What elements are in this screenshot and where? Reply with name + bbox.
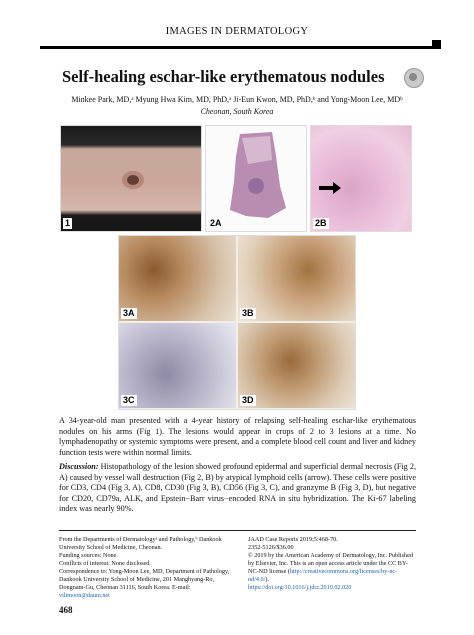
- article-title: Self-healing eschar-like erythematous nodules: [62, 67, 385, 86]
- figure-3d: [238, 323, 355, 408]
- panel-label-3d: 3D: [242, 395, 254, 405]
- discussion-paragraph: [59, 462, 416, 515]
- footer-left: [59, 536, 239, 600]
- author-list: Minkee Park, MD,ᵃ Myung Hwa Kim, MD, PhD,ᵃ Ji-Eun Kwon, MD, PhD,ᵇ and Yong-Moon Lee, MDᵇ: [71, 95, 403, 104]
- copyright-text-end: ).: [265, 576, 269, 583]
- panel-label-3c: 3C: [123, 395, 135, 405]
- panel-label-2b: 2B: [315, 218, 327, 228]
- footer-affiliations: From the Departments of Dermatologyᵃ and Pathology,ᵇ Dankook University School of Medicine, Cheonan.: [59, 536, 222, 551]
- panel-label-1: 1: [65, 218, 71, 228]
- figure-2b-histology: [310, 125, 412, 232]
- header-rule-square: [432, 40, 441, 49]
- figure-2a-histology: [205, 125, 307, 232]
- copyright-text: © 2019 by the American Academy of Dermatology, Inc. Published by Elsevier, Inc. This is an open access article under the CC BY-NC-ND license (: [248, 552, 413, 575]
- issn: 2352-5126/$36.00: [248, 544, 294, 551]
- tissue-section-shape: [206, 126, 306, 231]
- footer-correspondence: [59, 568, 239, 600]
- page-number: 468: [59, 605, 73, 615]
- header-rule: [40, 46, 436, 49]
- arrow-icon: [311, 126, 411, 231]
- footer-correspondence-text: Correspondence to: Yong-Moon Lee, MD, Department of Pathology, Dankook University School of Medicine, 201 Manghyang-Ro, Dongnam-Gu, Cheonan 31116, South Korea. E-mail:: [59, 568, 230, 591]
- footer-right: [248, 536, 418, 592]
- lesion-drawing: [61, 126, 201, 231]
- footer-conflicts: Conflicts of interest: None disclosed.: [59, 560, 151, 567]
- check-for-updates-icon-inner: [409, 73, 417, 81]
- figure-3a: [119, 236, 236, 321]
- section-header: IMAGES IN DERMATOLOGY: [165, 26, 309, 37]
- footer-rule: [59, 530, 416, 531]
- figure-3-immunohistochemistry: [118, 235, 356, 410]
- figure-3c: [119, 323, 236, 408]
- panel-label-3b: 3B: [242, 308, 254, 318]
- figure-1-clinical-photo: [60, 125, 202, 232]
- panel-label-2a: 2A: [210, 218, 222, 228]
- author-location: Cheonan, South Korea: [200, 107, 274, 116]
- footer-funding: Funding sources: None.: [59, 552, 118, 559]
- discussion-lead: Discussion:: [59, 462, 99, 471]
- panel-label-3a: 3A: [123, 308, 135, 318]
- copyright-notice: [248, 552, 418, 584]
- figure-3b: [238, 236, 355, 321]
- license-link[interactable]: http://creativecommons.org/licenses/by-nc-nd/4.0/: [248, 568, 398, 583]
- email-link[interactable]: vilimoon@daum.net: [59, 592, 110, 599]
- journal-citation: JAAD Case Reports 2019;5:468-70.: [248, 536, 338, 543]
- doi-link[interactable]: https://doi.org/10.1016/j.jdcr.2019.02.020: [248, 584, 352, 591]
- discussion-text: Histopathology of the lesion showed profound epidermal and superficial dermal necrosis (Fig 2, A) caused by vessel wall destruction (Fig 2, B) by atypical lymphoid cells (arrow). These cells were positive for CD3, CD4 (Fig 3, A), CD8, CD30 (Fig 3, B), CD56 (Fig 3, C), and granzyme B (Fig 3, D), but negative for CD20, CD79a, ALK, and Epstein−Barr virus−encoded RNA in situ hybridization. The Ki-67 labeling index was nearly 90%.: [59, 462, 416, 514]
- case-description: A 34-year-old man presented with a 4-year history of relapsing self-healing eschar-like erythematous nodules on his arms (Fig 1). The lesions would appear in crops of 2 to 3 lesions at a time. No lymphadenopathy or systemic symptoms were present, and a complete blood cell count and liver and kidney function tests were within normal limits.: [59, 416, 416, 457]
